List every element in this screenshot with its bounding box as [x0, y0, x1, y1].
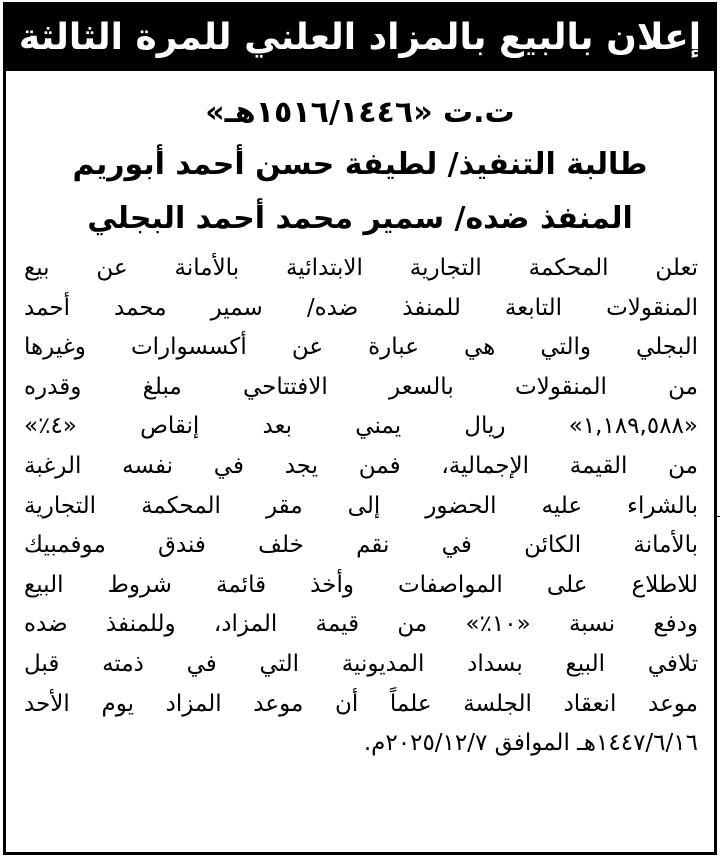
advertisement-page [3, 2, 717, 855]
body-line: بالشراء عليه الحضور إلى مقر المحكمة التجارية [24, 492, 698, 519]
cut-line [716, 516, 720, 517]
body-line: بالأمانة الكائن في نقم خلف فندق موفمبيك [24, 532, 698, 559]
body-line: تعلن المحكمة التجارية الابتدائية بالأمانة عن بيع [24, 255, 698, 281]
body-line: تلافي البيع بسداد المديونية التي في ذمته قبل [24, 650, 698, 677]
body-line: من المنقولات بالسعر الافتتاحي مبلغ وقدره [24, 373, 698, 400]
body-line: المنقولات التابعة للمنفذ ضده/ سمير محمد أحمد [24, 294, 698, 321]
body-line: «١,١٨٩,٥٨٨» ريال يمني بعد إنقاص «٤٪» [24, 413, 698, 440]
body-line: ١٤٤٧/٦/١٦هـ الموافق ٢٠٢٥/١٢/٧م. [363, 730, 698, 757]
body-line: للاطلاع على المواصفات وأخذ قائمة شروط البيع [24, 571, 698, 598]
body-line: موعد انعقاد الجلسة علماً أن موعد المزاد يوم الأحد [24, 690, 698, 717]
body-line: البجلي والتي هي عبارة عن أكسسوارات وغيرها [24, 334, 698, 361]
body-line: ودفع نسبة «١٠٪» من قيمة المزاد، وللمنفذ ضده [24, 611, 698, 638]
announcement-banner: إعلان بالبيع بالمزاد العلني للمرة الثالثة [6, 5, 714, 71]
case-number: ت.ت «١٥١٦/١٤٤٦هـ» [205, 95, 515, 130]
body-line: من القيمة الإجمالية، فمن يجد في نفسه الرغبة [24, 452, 698, 479]
announcement-body [24, 249, 698, 764]
claimant-line: طالبة التنفيذ/ لطيفة حسن أحمد أبوريم [72, 147, 648, 182]
defendant-line: المنفذ ضده/ سمير محمد أحمد البجلي [87, 201, 633, 236]
